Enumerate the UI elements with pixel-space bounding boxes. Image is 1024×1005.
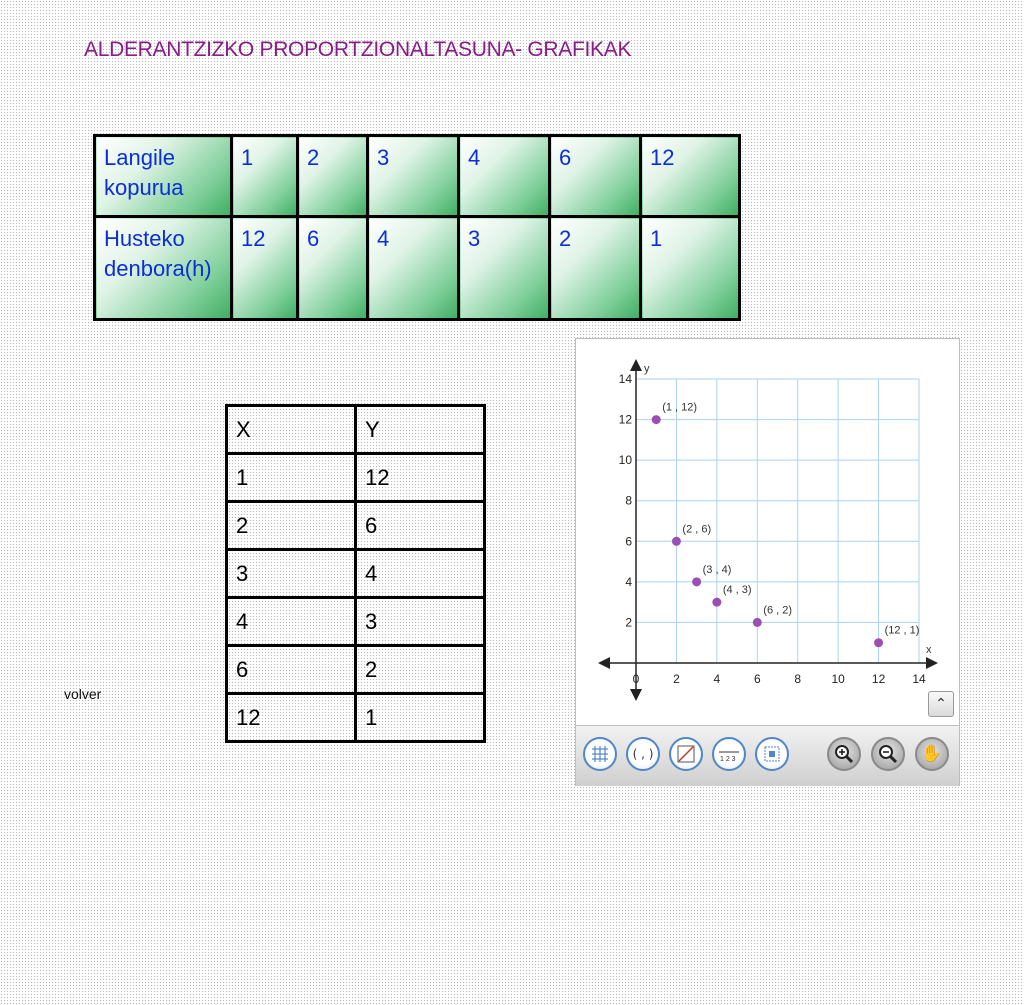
table-cell: 3 (368, 136, 459, 217)
y-tick-label: 14 (618, 372, 632, 386)
x-cell: 1 (227, 454, 356, 502)
y-tick-label: 8 (625, 493, 632, 508)
table-cell: 6 (298, 217, 368, 320)
graph-toolbar (576, 725, 959, 786)
table-row (95, 217, 740, 320)
table-cell: 3 (459, 217, 550, 320)
table-cell: 4 (459, 136, 550, 217)
table-header-row (227, 406, 485, 454)
back-link[interactable]: volver (64, 686, 102, 702)
table-cell: 1 (641, 217, 740, 320)
table-cell: 2 (298, 136, 368, 217)
table-cell: 4 (368, 217, 459, 320)
data-label: (1 , 12) (662, 401, 698, 414)
y-tick-label: 12 (618, 412, 632, 427)
proportion-table (93, 134, 741, 321)
x-axis-arrow-left (598, 657, 610, 669)
y-cell: 4 (356, 550, 485, 598)
fit-view-icon[interactable] (755, 737, 789, 771)
table-row (227, 502, 485, 550)
scatter-chart[interactable] (576, 339, 959, 725)
data-point (753, 618, 762, 627)
y-cell: 6 (356, 502, 485, 550)
x-tick-label: 6 (753, 672, 761, 686)
zoom-in-icon[interactable] (827, 737, 861, 771)
x-tick-label: 14 (912, 672, 926, 686)
column-header-x: X (227, 406, 356, 454)
x-tick-label: 0 (632, 672, 640, 686)
y-cell: 3 (356, 598, 485, 646)
y-tick-label: 2 (625, 615, 632, 630)
data-label: (4 , 3) (722, 584, 752, 597)
x-cell: 2 (227, 502, 356, 550)
column-header-y: Y (356, 406, 485, 454)
xy-table (225, 404, 486, 743)
row-label: Langile kopurua (95, 136, 232, 217)
table-row (227, 646, 485, 694)
x-cell: 6 (227, 646, 356, 694)
row-label: Husteko denbora(h) (95, 217, 232, 320)
graph-widget[interactable] (575, 338, 960, 786)
point-coordinates-icon[interactable]: ( , ) (626, 737, 660, 771)
data-point (692, 577, 701, 586)
table-row (227, 454, 485, 502)
zoom-out-icon[interactable] (871, 737, 905, 771)
x-cell: 3 (227, 550, 356, 598)
y-axis-label: y (644, 363, 650, 375)
table-cell: 6 (550, 136, 641, 217)
table-cell: 2 (550, 217, 641, 320)
x-tick-label: 4 (713, 672, 721, 686)
x-axis-arrow-right (926, 657, 938, 669)
table-cell: 12 (232, 217, 298, 320)
collapse-up-icon[interactable]: ⌃ (928, 691, 954, 717)
y-tick-label: 10 (618, 453, 632, 468)
y-tick-label: 4 (625, 574, 632, 589)
data-point (672, 537, 681, 546)
data-point (874, 638, 883, 647)
x-tick-label: 2 (673, 672, 680, 686)
pan-hand-icon[interactable]: ✋ (915, 737, 949, 771)
y-axis-arrow-up (630, 359, 642, 371)
table-cell: 12 (641, 136, 740, 217)
x-tick-label: 8 (794, 672, 802, 686)
grid-icon[interactable] (583, 737, 617, 771)
y-cell: 12 (356, 454, 485, 502)
y-axis-arrow-down (630, 689, 642, 701)
svg-text:1 2 3: 1 2 3 (720, 756, 736, 763)
y-tick-label: 6 (625, 534, 632, 549)
x-axis-label: x (926, 644, 932, 656)
table-row (227, 550, 485, 598)
table-row (95, 136, 740, 217)
x-tick-label: 12 (871, 672, 886, 686)
table-row (227, 598, 485, 646)
data-label: (12 , 1) (884, 624, 920, 637)
data-point (712, 598, 721, 607)
table-row (227, 694, 485, 742)
x-cell: 4 (227, 598, 356, 646)
table-cell: 1 (232, 136, 298, 217)
y-cell: 1 (356, 694, 485, 742)
number-line-icon[interactable] (712, 737, 746, 771)
data-label: (3 , 4) (702, 563, 732, 576)
x-tick-label: 10 (831, 672, 845, 686)
data-label: (2 , 6) (682, 523, 712, 536)
page-title: ALDERANTZIZKO PROPORTZIONALTASUNA- GRAFIKAK (84, 38, 632, 61)
y-cell: 2 (356, 646, 485, 694)
data-point (652, 415, 661, 424)
function-graph-icon[interactable] (669, 737, 703, 771)
data-label: (6 , 2) (763, 604, 793, 617)
x-cell: 12 (227, 694, 356, 742)
